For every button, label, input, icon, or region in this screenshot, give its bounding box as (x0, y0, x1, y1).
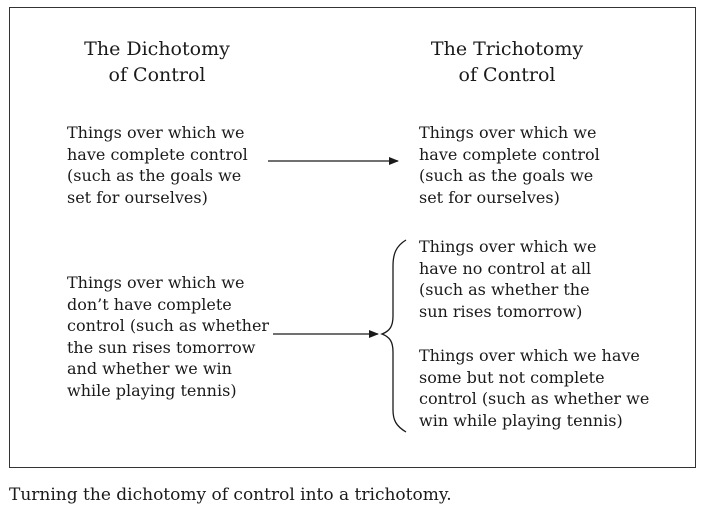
heading-line: The Trichotomy (430, 38, 584, 60)
text-line: and whether we win (67, 359, 232, 378)
text-line: the sun rises tomorrow (67, 337, 256, 357)
text-line: (such as whether the (419, 280, 590, 299)
text-line: Things over which we (419, 237, 597, 256)
text-line: Things over which we (67, 273, 245, 292)
text-line: (such as the goals we (67, 166, 242, 185)
text-line: Things over which we (67, 123, 245, 142)
heading-line: The Dichotomy (84, 38, 230, 60)
text-line: some but not complete (419, 367, 605, 387)
text-line: Things over which we have (419, 346, 640, 365)
text-line: set for ourselves) (67, 187, 208, 207)
text-line: sun rises tomorrow) (419, 301, 583, 321)
text-line: control (such as whether we (419, 389, 650, 408)
heading-line: of Control (458, 64, 556, 86)
figure-caption: Turning the dichotomy of control into a trichotomy. (9, 485, 452, 505)
text-line: have no control at all (419, 258, 592, 278)
text-line: control (such as whether (67, 316, 270, 335)
text-line: set for ourselves) (419, 187, 560, 207)
text-line: win while playing tennis) (419, 410, 623, 430)
text-line: have complete control (419, 144, 600, 164)
text-line: (such as the goals we (419, 166, 594, 185)
heading-line: of Control (108, 64, 206, 86)
text-line: while playing tennis) (67, 380, 237, 400)
text-line: don’t have complete (67, 294, 232, 314)
text-line: Things over which we (419, 123, 597, 142)
curly-brace (382, 240, 406, 432)
text-line: have complete control (67, 144, 248, 164)
